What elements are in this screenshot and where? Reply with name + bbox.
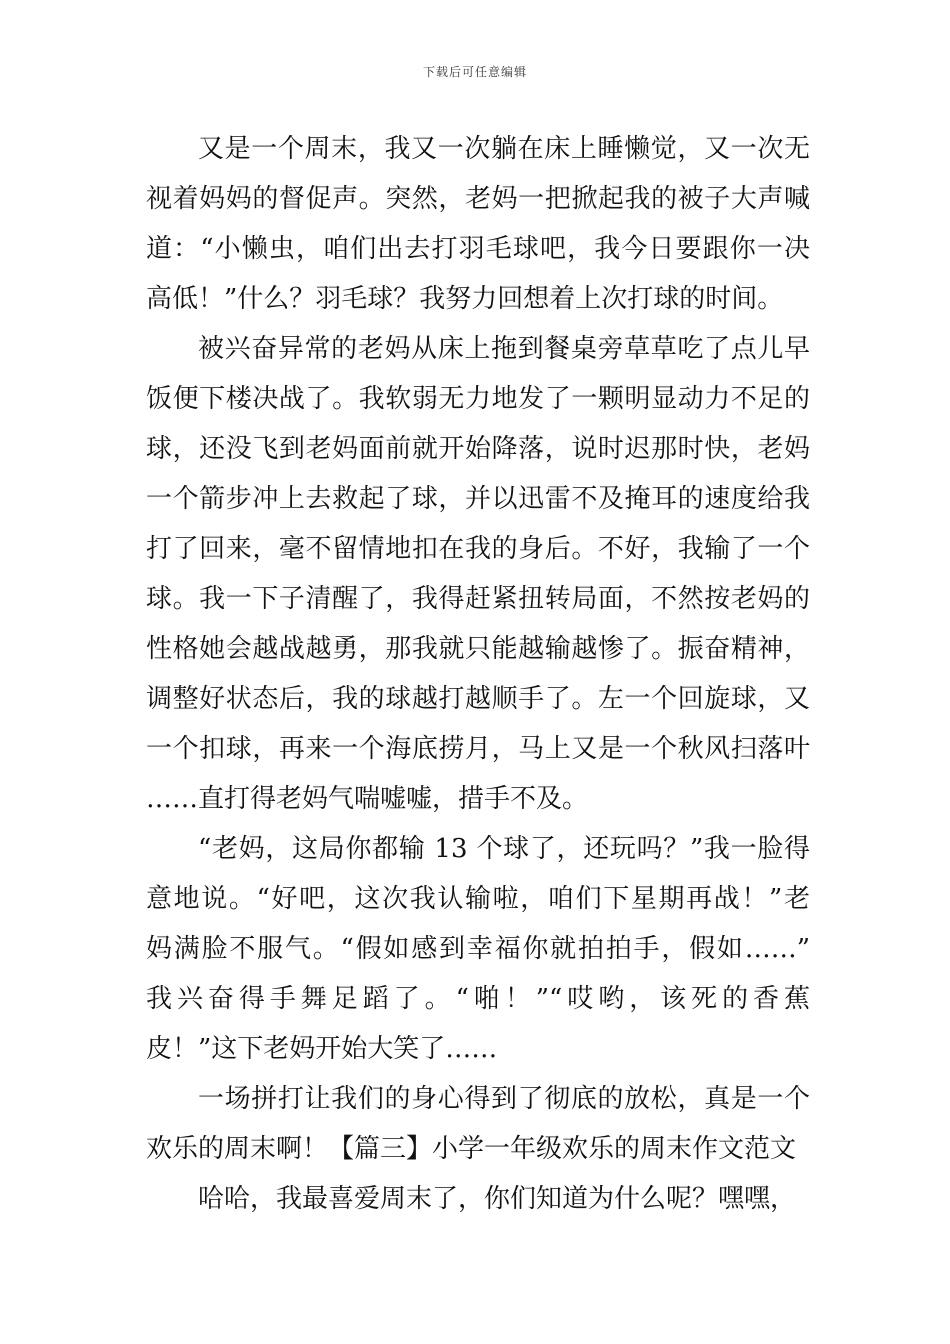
page-header: 下载后可任意编辑 bbox=[422, 65, 527, 79]
paragraph bbox=[146, 1074, 810, 1174]
document-body bbox=[146, 124, 810, 1224]
paragraph bbox=[146, 324, 810, 824]
text-line: 被兴奋异常的老妈从床上拖到餐桌旁草草吃了点儿早 bbox=[198, 334, 810, 364]
text-line: 又是一个周末，我又一次躺在床上睡懒觉，又一次无 bbox=[198, 134, 810, 164]
paragraph bbox=[146, 824, 810, 1074]
text-line: 高低！”什么？羽毛球？我努力回想着上次打球的时间。 bbox=[146, 284, 784, 314]
text-line: 调整好状态后，我的球越打越顺手了。左一个回旋球，又 bbox=[146, 684, 810, 714]
text-line: 饭便下楼决战了。我软弱无力地发了一颗明显动力不足的 bbox=[146, 384, 810, 414]
paragraph bbox=[146, 124, 810, 324]
text-line: 妈满脸不服气。“假如感到幸福你就拍拍手，假如……” bbox=[146, 934, 810, 964]
text-line: 道：“小懒虫，咱们出去打羽毛球吧，我今日要跟你一决 bbox=[146, 234, 810, 264]
text-line: 一场拼打让我们的身心得到了彻底的放松，真是一个 bbox=[198, 1084, 810, 1114]
text-line: 视着妈妈的督促声。突然，老妈一把掀起我的被子大声喊 bbox=[146, 184, 810, 214]
text-line: ……直打得老妈气喘嘘嘘，措手不及。 bbox=[146, 784, 589, 814]
text-line: 一个箭步冲上去救起了球，并以迅雷不及掩耳的速度给我 bbox=[146, 484, 810, 514]
text-line: 我兴奋得手舞足蹈了。“啪！”“哎哟，该死的香蕉 bbox=[146, 984, 810, 1014]
text-line: 皮！”这下老妈开始大笑了…… bbox=[146, 1034, 498, 1064]
text-line: 哈哈，我最喜爱周末了，你们知道为什么呢？嘿嘿， bbox=[198, 1184, 797, 1214]
text-line: “老妈，这局你都输 13 个球了，还玩吗？”我一脸得 bbox=[198, 834, 810, 864]
text-line: 意地说。“好吧，这次我认输啦，咱们下星期再战！”老 bbox=[146, 884, 810, 914]
text-line: 性格她会越战越勇，那我就只能越输越惨了。振奋精神， bbox=[146, 634, 810, 664]
text-line: 打了回来，毫不留情地扣在我的身后。不好，我输了一个 bbox=[146, 534, 810, 564]
text-line: 球。我一下子清醒了，我得赶紧扭转局面，不然按老妈的 bbox=[146, 584, 810, 614]
text-line: 欢乐的周末啊！【篇三】小学一年级欢乐的周末作文范文 bbox=[146, 1134, 797, 1164]
text-line: 一个扣球，再来一个海底捞月，马上又是一个秋风扫落叶 bbox=[146, 734, 810, 764]
text-line: 球，还没飞到老妈面前就开始降落，说时迟那时快，老妈 bbox=[146, 434, 810, 464]
paragraph bbox=[146, 1174, 810, 1224]
